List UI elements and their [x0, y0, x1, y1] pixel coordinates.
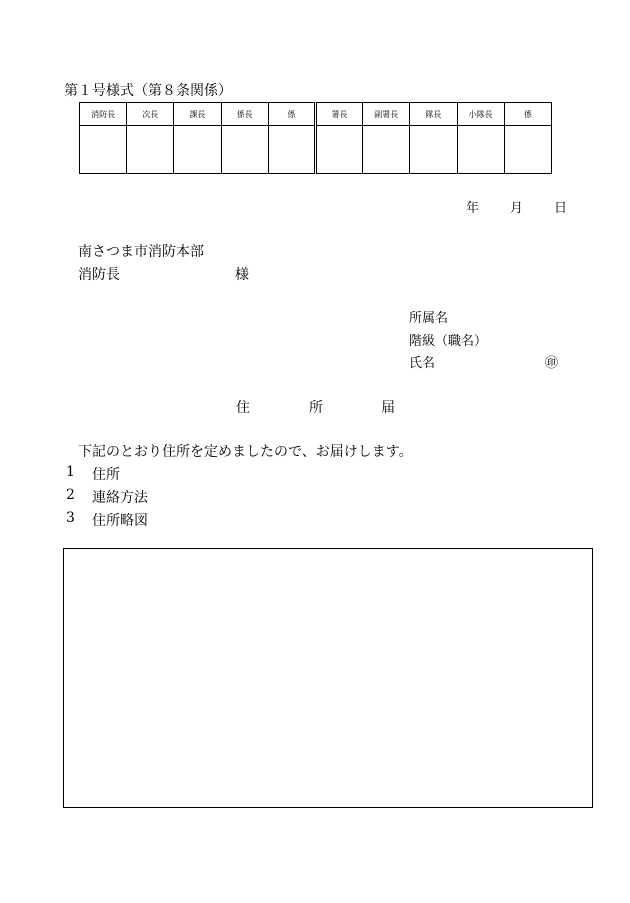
- approval-header-cell: 署長: [315, 103, 362, 126]
- stamp-cell[interactable]: [174, 126, 221, 174]
- form-title-char: 所: [309, 400, 323, 416]
- form-title-char: 届: [381, 400, 395, 416]
- stamp-cell[interactable]: [221, 126, 268, 174]
- approval-header-cell: 係: [504, 103, 551, 126]
- approval-header-cell: 係: [268, 103, 315, 126]
- rank-label: 階級（職名）: [409, 334, 488, 349]
- stamp-cell[interactable]: [457, 126, 504, 174]
- item-number: 2: [66, 487, 75, 503]
- approval-header-cell: 隊長: [410, 103, 457, 126]
- item-label-address: 住所: [92, 467, 120, 483]
- stamp-cell[interactable]: [127, 126, 174, 174]
- approval-header-cell: 係長: [221, 103, 268, 126]
- item-label-contact: 連絡方法: [92, 490, 148, 506]
- date-day-label: 日: [554, 201, 568, 216]
- approval-header-cell: 副署長: [363, 103, 410, 126]
- approval-header-cell: 消防長: [80, 103, 127, 126]
- address-map-box[interactable]: [63, 548, 593, 808]
- addressee-organization: 南さつま市消防本部: [78, 244, 204, 260]
- stamp-cell[interactable]: [268, 126, 315, 174]
- approval-header-cell: 課長: [174, 103, 221, 126]
- form-title-char: 住: [236, 400, 250, 416]
- form-number: 第１号様式（第８条関係）: [64, 83, 232, 99]
- item-number: 3: [66, 510, 75, 526]
- date-year-label: 年: [466, 201, 480, 216]
- intro-text: 下記のとおり住所を定めましたので、お届けします。: [78, 444, 413, 460]
- addressee-honorific: 様: [235, 267, 249, 283]
- approval-header-cell: 次長: [127, 103, 174, 126]
- item-number: 1: [66, 464, 75, 480]
- stamp-cell[interactable]: [363, 126, 410, 174]
- date-month-label: 月: [510, 201, 524, 216]
- approval-stamp-row: [80, 126, 552, 174]
- stamp-cell[interactable]: [410, 126, 457, 174]
- approval-header-cell: 小隊長: [457, 103, 504, 126]
- stamp-cell[interactable]: [80, 126, 127, 174]
- affiliation-label: 所属名: [409, 311, 449, 326]
- approval-stamp-table: [79, 102, 552, 174]
- stamp-cell[interactable]: [315, 126, 362, 174]
- seal-icon: ㊞: [545, 356, 559, 371]
- approval-header-row: [80, 103, 552, 126]
- item-label-map: 住所略図: [92, 513, 148, 529]
- stamp-cell[interactable]: [504, 126, 551, 174]
- name-label: 氏名: [409, 356, 436, 371]
- addressee-title: 消防長: [78, 267, 120, 283]
